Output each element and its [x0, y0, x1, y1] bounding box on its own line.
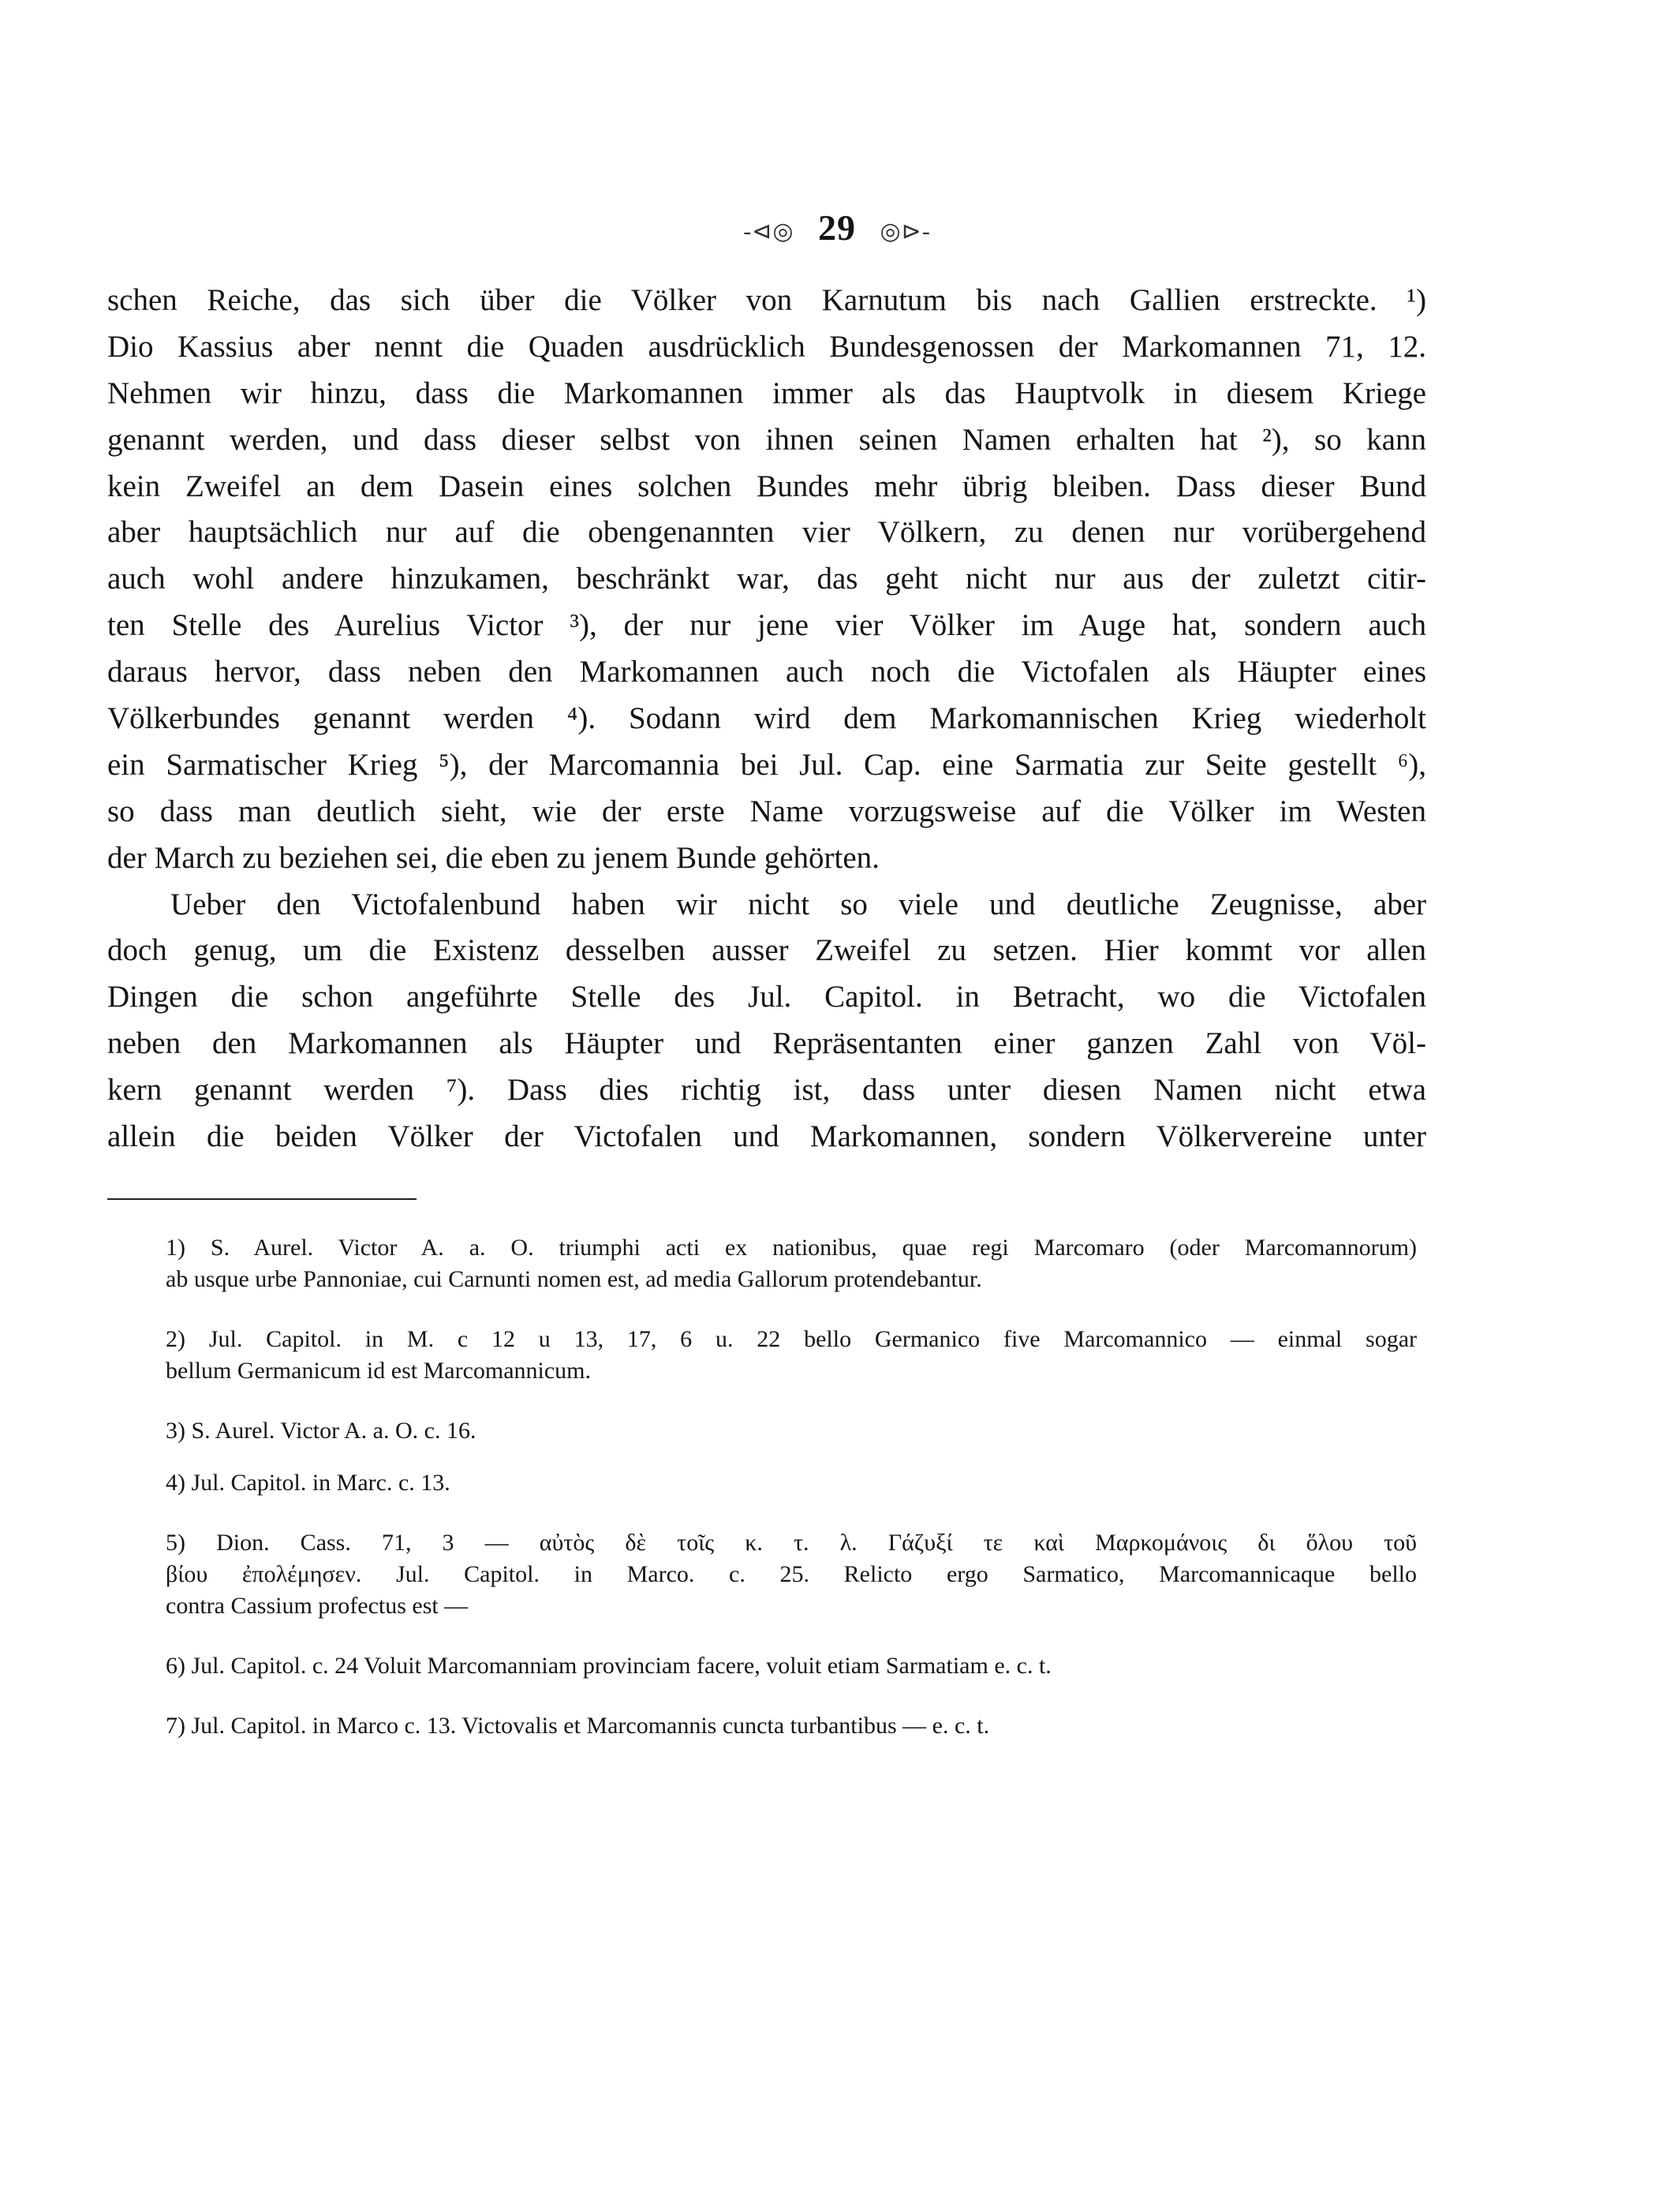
text-line: allein die beiden Völker der Victofalen und Markomannen, sondern Völkervereine unter [107, 1119, 1426, 1154]
text-line: Dio Kassius aber nennt die Quaden ausdrücklich Bundesgenossen der Markomannen 71, 12. [107, 329, 1426, 364]
footnote-text: Jul. Capitol. in Marco c. 13. Victovalis et Marcomannis cuncta turbantibus — e. c. t. [191, 1713, 990, 1739]
footnote-3 [166, 1415, 1417, 1447]
header-ornament-left-icon: -⊲◎ [743, 218, 794, 245]
text-line: Völkerbundes genannt werden ⁴). Sodann wird dem Markomannischen Krieg wiederholt [107, 701, 1426, 736]
footnote-line: ab usque urbe Pannoniae, cui Carnunti nomen est, ad media Gallorum protendebantur. [166, 1266, 982, 1292]
text-line: ein Sarmatischer Krieg ⁵), der Marcomannia bei Jul. Cap. eine Sarmatia zur Seite gestellt ⁶), [107, 747, 1426, 782]
page-number: 29 [818, 207, 856, 248]
footnote-text: S. Aurel. Victor A. a. O. c. 16. [191, 1418, 476, 1444]
text-line: kern genannt werden ⁷). Dass dies richtig ist, dass unter diesen Namen nicht etwa [107, 1073, 1426, 1108]
footnote-text: Jul. Capitol. in Marc. c. 13. [191, 1470, 450, 1496]
footnote-line [166, 1324, 1417, 1355]
footnote-7 [166, 1710, 1417, 1742]
text-line: Dingen die schon angeführte Stelle des Jul. Capitol. in Betracht, wo die Victofalen [107, 980, 1426, 1014]
text-line: so dass man deutlich sieht, wie der erste Name vorzugsweise auf die Völker im Westen [107, 794, 1426, 828]
footnote-1 [166, 1232, 1417, 1295]
footnote-number: 4) [166, 1470, 185, 1496]
footnote-number: 1) [166, 1235, 185, 1261]
text-line: doch genug, um die Existenz desselben ausser Zweifel zu setzen. Hier kommt vor allen [107, 933, 1426, 968]
footnote-line [166, 1415, 1417, 1447]
text-line: daraus hervor, dass neben den Markomannen auch noch die Victofalen als Häupter eines [107, 655, 1426, 689]
text-line: kein Zweifel an dem Dasein eines solchen Bundes mehr übrig bleiben. Dass dieser Bund [107, 469, 1426, 503]
footnote-divider [107, 1198, 417, 1200]
text-line: Ueber den Victofalenbund haben wir nicht so viele und deutliche Zeugnisse, aber [170, 887, 1426, 921]
footnote-line: βίου ἐπολέμησεν. Jul. Capitol. in Marco. c. 25. Relicto ergo Sarmatico, Marcomannicaque bello [166, 1561, 1417, 1587]
footnote-number: 6) [166, 1653, 185, 1679]
footnote-line: bellum Germanicum id est Marcomannicum. [166, 1358, 592, 1384]
footnote-line [166, 1710, 1417, 1742]
footnote-number: 5) [166, 1530, 185, 1556]
footnote-line [166, 1650, 1417, 1682]
footnote-6 [166, 1650, 1417, 1682]
text-line: Nehmen wir hinzu, dass die Markomannen immer als das Hauptvolk in diesem Kriege [107, 376, 1426, 410]
main-text [107, 278, 1426, 1160]
footnote-2 [166, 1324, 1417, 1387]
footnote-number: 3) [166, 1418, 185, 1444]
footnote-line [166, 1232, 1417, 1264]
text-line: der March zu beziehen sei, die eben zu jenem Bunde gehörten. [107, 840, 880, 875]
footnote-line [166, 1527, 1417, 1559]
header-ornament-right-icon: ◎⊳- [880, 218, 931, 245]
footnote-text: Jul. Capitol. c. 24 Voluit Marcomanniam provinciam facere, voluit etiam Sarmatiam e. c. t. [191, 1653, 1052, 1679]
text-line: genannt werden, und dass dieser selbst von ihnen seinen Namen erhalten hat ²), so kann [107, 422, 1426, 457]
footnote-line: contra Cassium profectus est — [166, 1593, 469, 1619]
text-line: schen Reiche, das sich über die Völker von Karnutum bis nach Gallien erstreckte. ¹) [107, 283, 1426, 317]
text-line: neben den Markomannen als Häupter und Repräsentanten einer ganzen Zahl von Völ- [107, 1026, 1426, 1061]
page-header [0, 207, 1674, 248]
text-line: aber hauptsächlich nur auf die obengenannten vier Völkern, zu denen nur vorübergehend [107, 515, 1426, 550]
footnote-line [166, 1467, 1417, 1499]
footnote-5 [166, 1527, 1417, 1622]
footnote-number: 7) [166, 1713, 185, 1739]
footnote-text: Jul. Capitol. in M. c 12 u 13, 17, 6 u. 22 bello Germanico five Marcomannico — einmal sogar [208, 1326, 1417, 1352]
footnote-text: S. Aurel. Victor A. a. O. triumphi acti ex nationibus, quae regi Marcomaro (oder Marcomannorum) [210, 1235, 1417, 1261]
text-line: auch wohl andere hinzukamen, beschränkt war, das geht nicht nur aus der zuletzt citir- [107, 562, 1426, 596]
footnote-number: 2) [166, 1326, 185, 1352]
footnote-text: Dion. Cass. 71, 3 — αὐτὸς δὲ τοῖς κ. τ. λ. Γάζυξί τε καὶ Μαρκομάνοις δι ὅλου τοῦ [216, 1530, 1417, 1556]
text-line: ten Stelle des Aurelius Victor ³), der nur jene vier Völker im Auge hat, sondern auch [107, 608, 1426, 643]
footnotes [166, 1232, 1417, 1742]
footnote-4 [166, 1467, 1417, 1499]
